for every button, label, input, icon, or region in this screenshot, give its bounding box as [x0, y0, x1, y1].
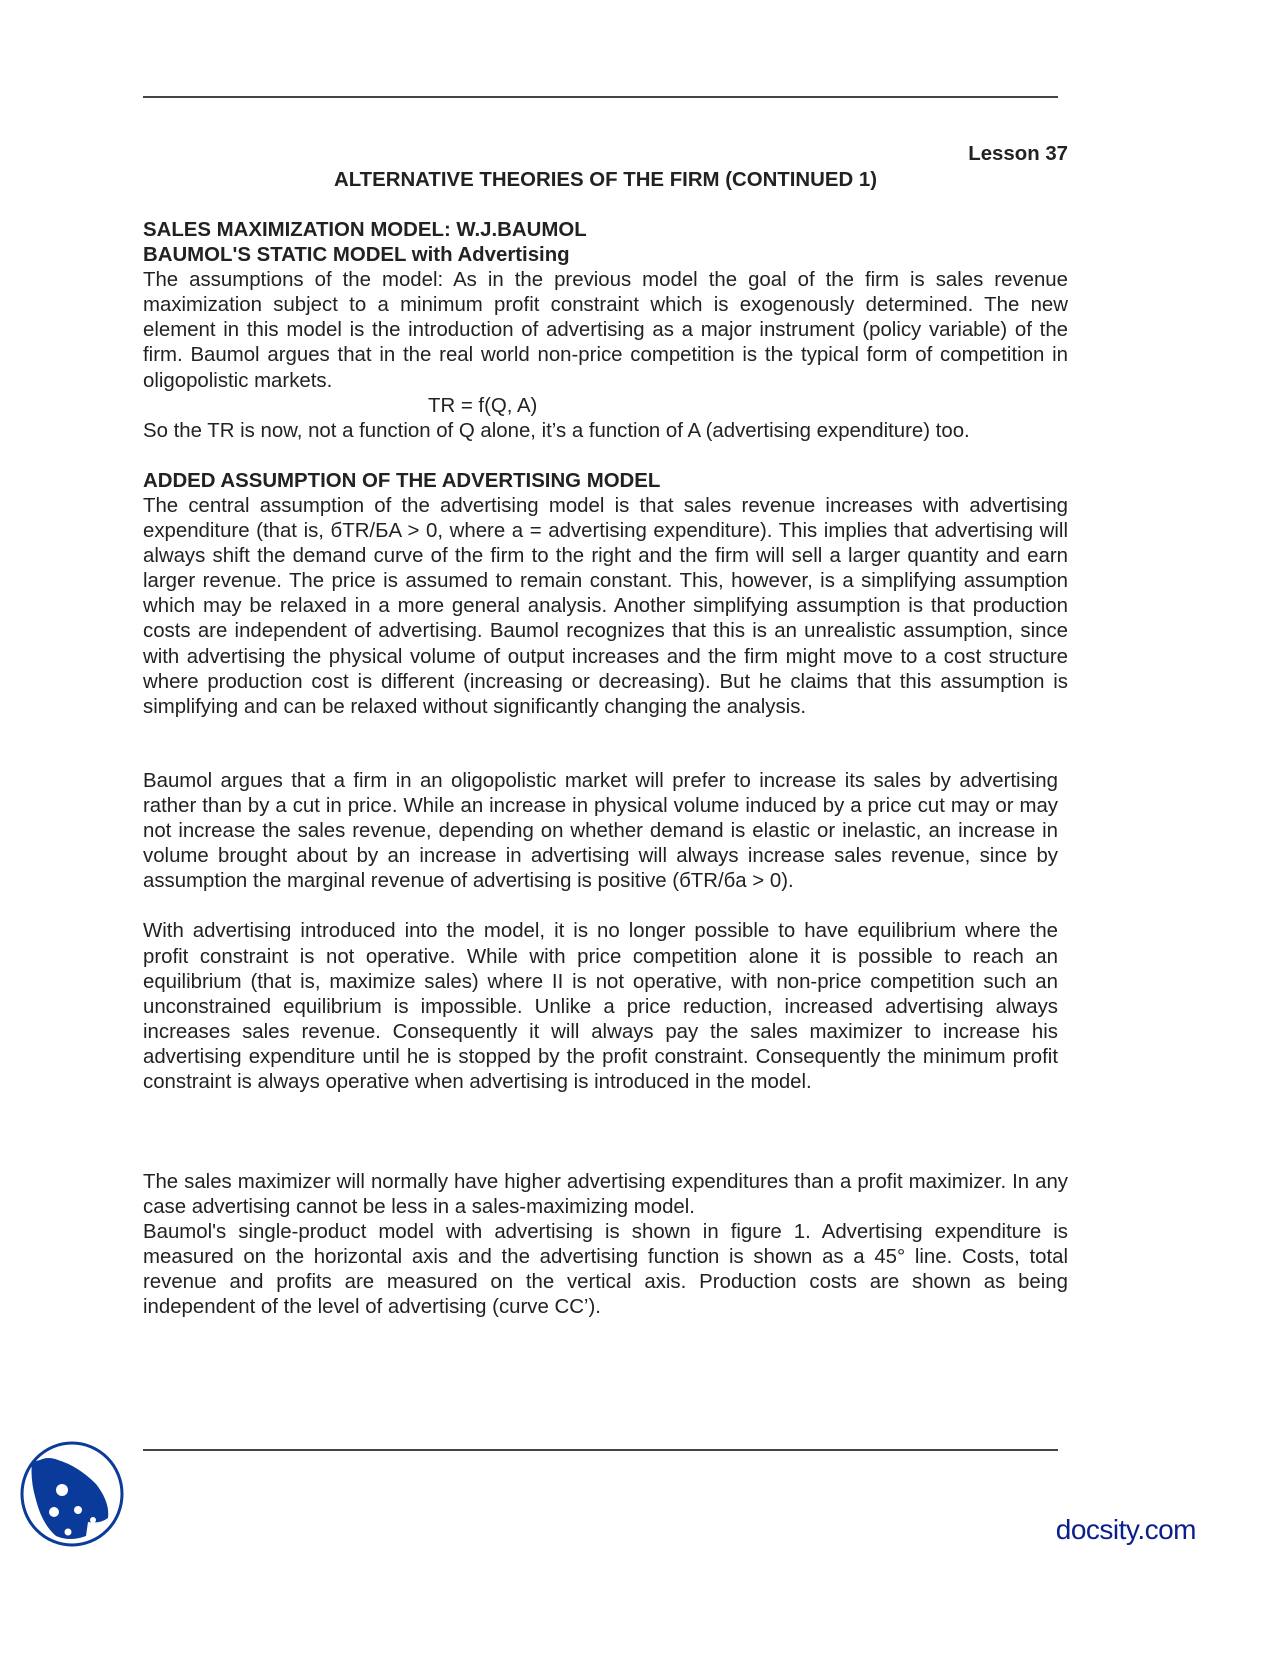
docsity-brand[interactable]: docsity.com — [1055, 1514, 1196, 1545]
bottom-rule — [143, 1449, 1058, 1451]
docsity-logo-icon — [18, 1440, 126, 1548]
paragraph-oligopoly: Baumol argues that a firm in an oligopolistic market will prefer to increase its sales by advertising rather than by a cut in price. While an increase in physical volume induced by a price cut may or may not increase the sales revenue, depending on whether demand is elastic or inelastic, an increase in volume brought about by an increase in advertising will always increase sales revenue, since by assumption the marginal revenue of advertising is positive (бTR/бa > 0). — [143, 770, 1058, 893]
heading-added-assumption: ADDED ASSUMPTION OF THE ADVERTISING MODEL — [143, 469, 661, 492]
paragraph-advertising-expenditure: The sales maximizer will normally have higher advertising expenditures than a profit maximizer. In any case advertising cannot be less in a sales-maximizing model. — [143, 1171, 1068, 1219]
lesson-number: Lesson 37 — [968, 143, 1068, 165]
section-3 — [143, 1170, 1068, 1321]
section-2 — [143, 769, 1058, 1095]
paragraph-central-assumption: The central assumption of the advertising model is that sales revenue increases with advertising expenditure (that is, бTR/БA > 0, where a = advertising expenditure). This implies that advertising will always shift the demand curve of the firm to the right and the firm will sell a larger quantity and earn larger revenue. The price is assumed to remain constant. This, however, is a simplifying assumption which may be relaxed in a more general analysis. Another simplifying assumption is that production costs are independent of advertising. Baumol recognizes that this is an unrealistic assumption, since with advertising the physical volume of output increases and the firm might move to a cost structure where production cost is different (increasing or decreasing). But he claims that this assumption is simplifying and can be relaxed without significantly changing the analysis. — [143, 494, 1068, 718]
paragraph-equilibrium: With advertising introduced into the model, it is no longer possible to have equilibrium where the profit constraint is not operative. While with price competition alone it is possible to reach an equilibrium (that is, maximize sales) where II is not operative, with non-price competition such an unconstrained equilibrium is impossible. Unlike a price reduction, increased advertising always increases sales revenue. Consequently it will always pay the sales maximizer to increase his advertising expenditure until he is stopped by the profit constraint. Consequently the minimum profit constraint is always operative when advertising is introduced in the model. — [143, 920, 1058, 1094]
paragraph-tr-function: So the TR is now, not a function of Q alone, it’s a function of A (advertising expenditure) too. — [143, 419, 970, 442]
page-title: ALTERNATIVE THEORIES OF THE FIRM (CONTINUED 1) — [334, 169, 877, 191]
heading-static-model: BAUMOL'S STATIC MODEL with Advertising — [143, 244, 570, 267]
section-1 — [143, 218, 1068, 720]
top-rule — [143, 96, 1058, 98]
paragraph-figure-description: Baumol's single-product model with advertising is shown in figure 1. Advertising expenditure is measured on the horizontal axis and the advertising function is shown as a 45° line. Costs, total revenue and profits are measured on the vertical axis. Production costs are shown as being independent of the level of advertising (curve CC’). — [143, 1221, 1068, 1319]
paragraph-assumptions: The assumptions of the model: As in the previous model the goal of the firm is sales revenue maximization subject to a minimum profit constraint which is exogenously determined. The new element in this model is the introduction of advertising as a major instrument (policy variable) of the firm. Baumol argues that in the real world non-price competition is the typical form of competition in oligopolistic markets. — [143, 269, 1068, 392]
equation: TR = f(Q, A) — [428, 394, 538, 417]
heading-sales-max: SALES MAXIMIZATION MODEL: W.J.BAUMOL — [143, 219, 587, 241]
